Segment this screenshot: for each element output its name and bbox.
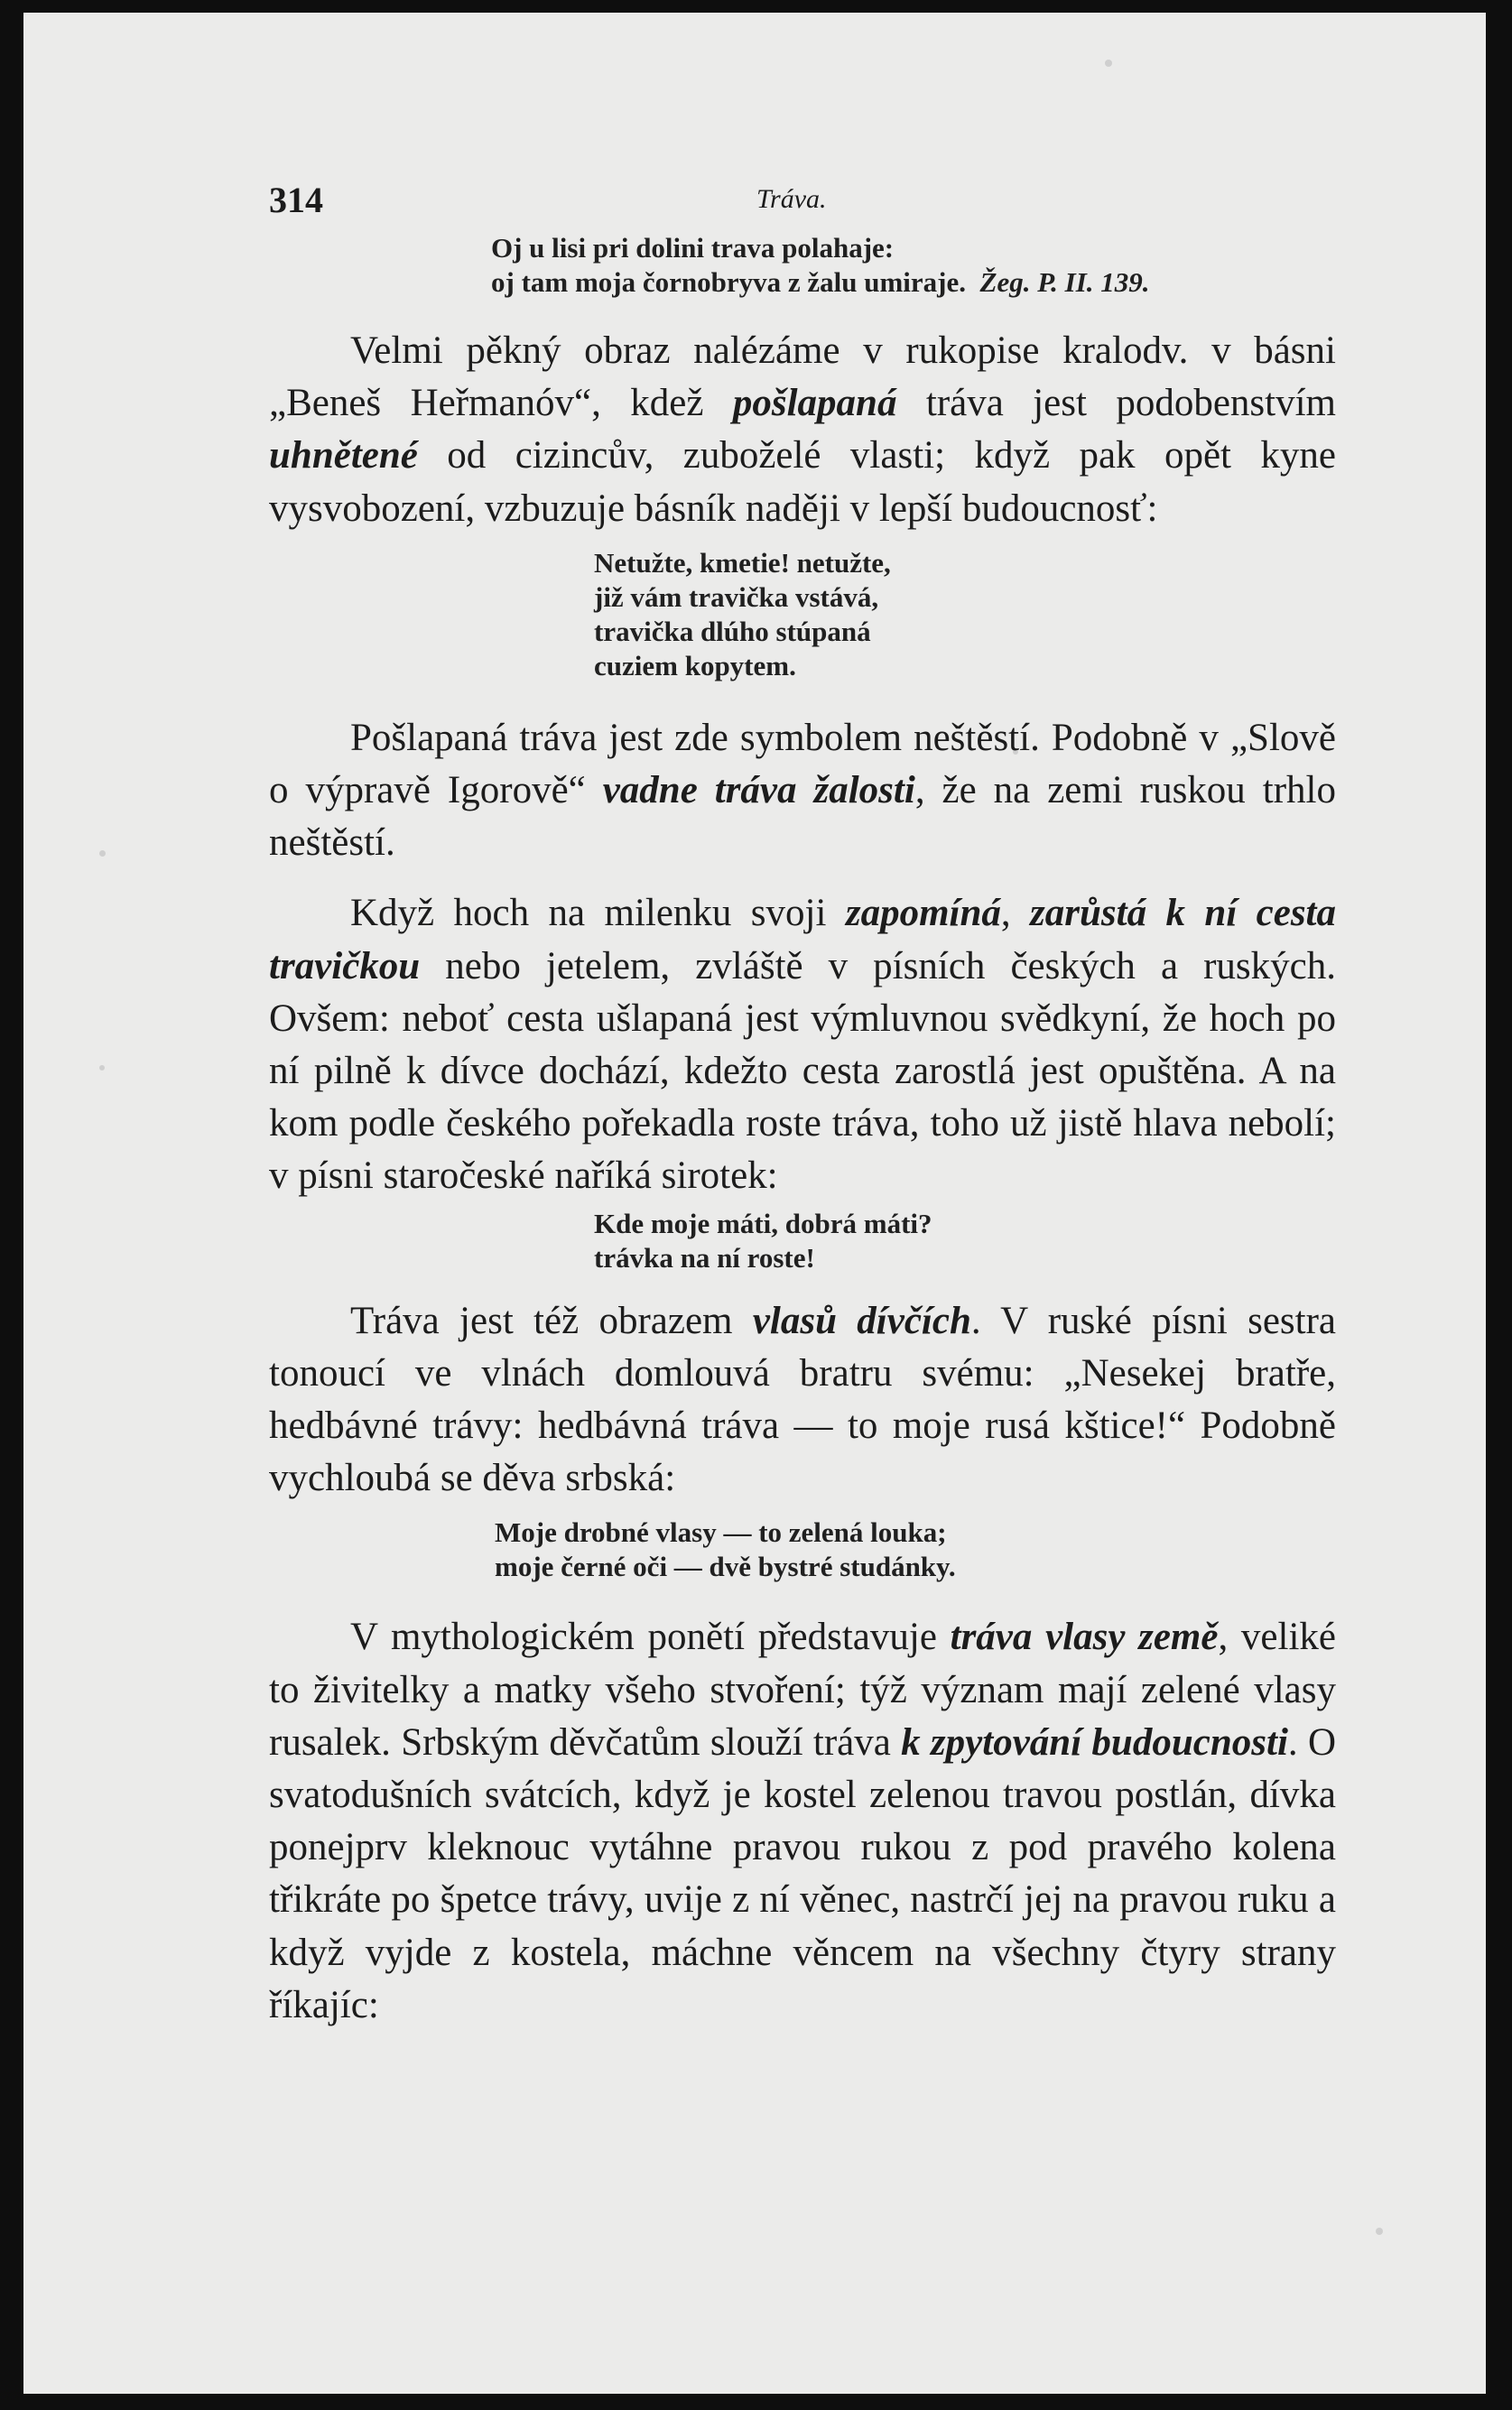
- verse-line: Netužte, kmetie! netužte,: [594, 546, 891, 579]
- paragraph-rukopis: [269, 325, 1336, 535]
- text-run: tráva jest podobenstvím: [896, 382, 1336, 425]
- speck-mark: [1376, 2228, 1383, 2235]
- source-reference: Žeg. P. II. 139.: [979, 266, 1150, 298]
- emphasis: tráva vlasy země: [950, 1616, 1219, 1659]
- verse-text: oj tam moja čornobryva z žalu umiraje.: [491, 266, 967, 298]
- text-run: . V ruské písni sestra tonoucí ve vlnách domlouvá bratru svému: „Nesekej bratře, hedbávné trávy: hedbávná tráva — to moje rusá kštice!“ Podobně vychloubá se děva srbská:: [269, 1299, 1337, 1500]
- verse-line: moje černé oči — dvě bystré studánky.: [495, 1551, 956, 1583]
- verse-ukrainian: [491, 231, 1336, 300]
- verse-sirotek: [594, 1207, 1336, 1275]
- verse-line: již vám travička vstává,: [594, 580, 879, 613]
- text-run: V mythologickém ponětí představuje: [350, 1616, 951, 1659]
- emphasis: zapomíná: [845, 892, 1001, 935]
- verse-line: Oj u lisi pri dolini trava polahaje:: [491, 232, 895, 264]
- running-title: Tráva.: [756, 184, 827, 214]
- text-run: od cizincův, zuboželé vlasti; když pak opět kyne vysvobození, vzbuzuje básník naději v lepší budoucnosť:: [269, 434, 1336, 530]
- verse-srbska: [495, 1516, 1336, 1584]
- verse-line: Kde moje máti, dobrá máti?: [594, 1207, 932, 1239]
- speck-mark: [99, 850, 106, 857]
- emphasis: vlasů dívčích: [752, 1299, 971, 1342]
- running-head: [242, 179, 1340, 229]
- verse-line: [491, 265, 1336, 300]
- emphasis: zarůstá k ní cesta travičkou: [269, 892, 1337, 987]
- text-run: ,: [1000, 892, 1031, 935]
- verse-line: travička dlúho stúpaná: [594, 615, 871, 647]
- page-number: 314: [269, 180, 323, 220]
- emphasis: vadne tráva žalosti: [602, 769, 915, 812]
- paragraph-igor: [269, 712, 1336, 870]
- paragraph-mythologie: [269, 1611, 1336, 2032]
- text-block: [269, 231, 1336, 2032]
- text-run: Pošlapaná tráva jest zde symbolem neštěstí. Podobně v „Slově o výpravě Igorově“: [269, 716, 1336, 812]
- text-run: Když hoch na milenku svoji: [350, 892, 846, 935]
- speck-mark: [99, 1065, 105, 1071]
- text-run: . O svatodušních svátcích, když je kostel zelenou travou postlán, dívka ponejprv kleknouc vytáhne pravou rukou z pod pravého kolena třikráte po špetce trávy, uvije z ní věnec, nastrčí jej na pravou ruku a když vyjde z kostela, máchne věncem na všechny čtyry strany říkajíc:: [269, 1720, 1336, 2026]
- emphasis: k zpytování budoucnosti: [901, 1720, 1288, 1764]
- verse-line: trávka na ní roste!: [594, 1241, 815, 1274]
- verse-line: cuziem kopytem.: [594, 649, 796, 681]
- text-run: nebo jetelem, zvláště v písních českých a ruských. Ovšem: neboť cesta ušlapaná jest výmluvnou svědkyní, že hoch po ní pilně k dívce dochází, kdežto cesta zarostlá jest opuštěna. A na kom podle českého pořekadla roste tráva, toho už jistě hlava nebolí; v písni staročeské naříká sirotek:: [269, 944, 1336, 1198]
- paragraph-milenka: [269, 887, 1336, 1202]
- speck-mark: [1105, 60, 1112, 67]
- text-run: Velmi pěkný obraz nalézáme v rukopise kralodv. v básni „Beneš Heřmanóv“, kdež: [269, 329, 1336, 425]
- emphasis: pošlapaná: [732, 382, 897, 425]
- text-run: Tráva jest též obrazem: [350, 1299, 753, 1342]
- paragraph-vlasy: [269, 1295, 1336, 1506]
- text-run: , veliké to živitelky a matky všeho stvoření; týž význam mají zelené vlasy rusalek. Srbským děvčatům slouží tráva: [269, 1616, 1336, 1764]
- text-run: , že na zemi ruskou trhlo neštěstí.: [269, 769, 1336, 865]
- verse-line: Moje drobné vlasy — to zelená louka;: [495, 1516, 947, 1549]
- verse-benes-hermanov: [594, 546, 1336, 683]
- emphasis: uhnětené: [269, 434, 418, 477]
